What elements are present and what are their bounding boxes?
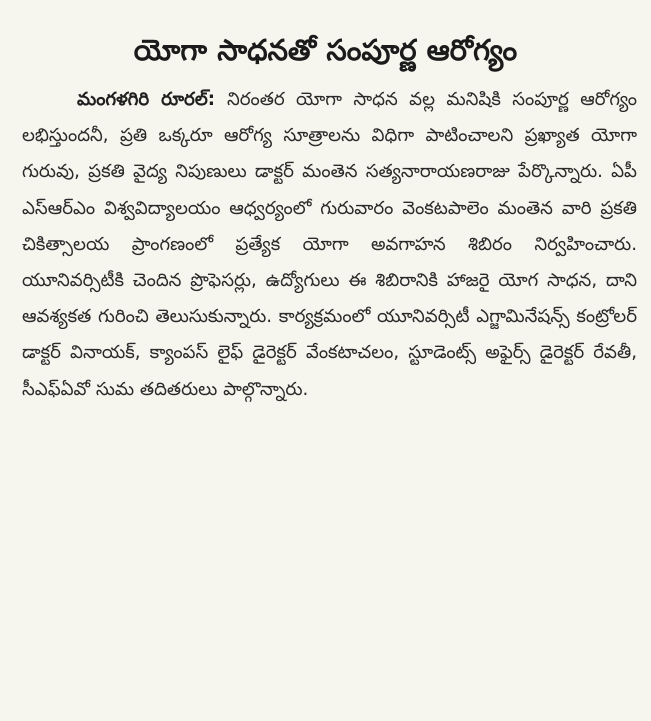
cropped-text-fragment xyxy=(210,0,440,8)
article-body-text: నిరంతర యోగా సాధన వల్ల మనిషికి సంపూర్ణ ఆరోగ్యం లభిస్తుందనీ, ప్రతి ఒక్కరూ ఆరోగ్య సూత్రాలను విధిగా పాటించాలని ప్రఖ్యాత యోగా గురువు, ప్రకతి వైద్య నిపుణులు డాక్టర్ మంతెన సత్యనారాయణరాజు పేర్కొన్నారు. ఏపీ ఎస్ఆర్ఎం విశ్వవిద్యాలయం ఆధ్వర్యంలో గురువారం వెంకటపాలెం మంతెన వారి ప్రకతి చికిత్సాలయ ప్రాంగణంలో ప్రత్యేక యోగా అవగాహన శిబిరం నిర్వహించారు. యూనివర్సిటీకి చెందిన ప్రొఫెసర్లు, ఉద్యోగులు ఈ శిబిరానికి హాజరై యోగ సాధన, దాని ఆవశ్యకత గురించి తెలుసుకున్నారు. కార్యక్రమంలో యూనివర్సిటీ ఎగ్జామినేషన్స్ కంట్రోలర్ డాక్టర్ వినాయక్, క్యాంపస్ లైఫ్ డైరెక్టర్ వేంకటాచలం, స్టూడెంట్స్ అఫైర్స్ డైరెక్టర్ రేవతీ, సీఎఫ్ఏవో సుమ తదితరులు పాల్గొన్నారు. xyxy=(22,89,637,400)
article-body xyxy=(0,82,651,408)
article-dateline: మంగళగిరి రూరల్: xyxy=(77,89,227,110)
article-headline: యోగా సాధనతో సంపూర్ణ ఆరోగ్యం xyxy=(133,33,518,67)
